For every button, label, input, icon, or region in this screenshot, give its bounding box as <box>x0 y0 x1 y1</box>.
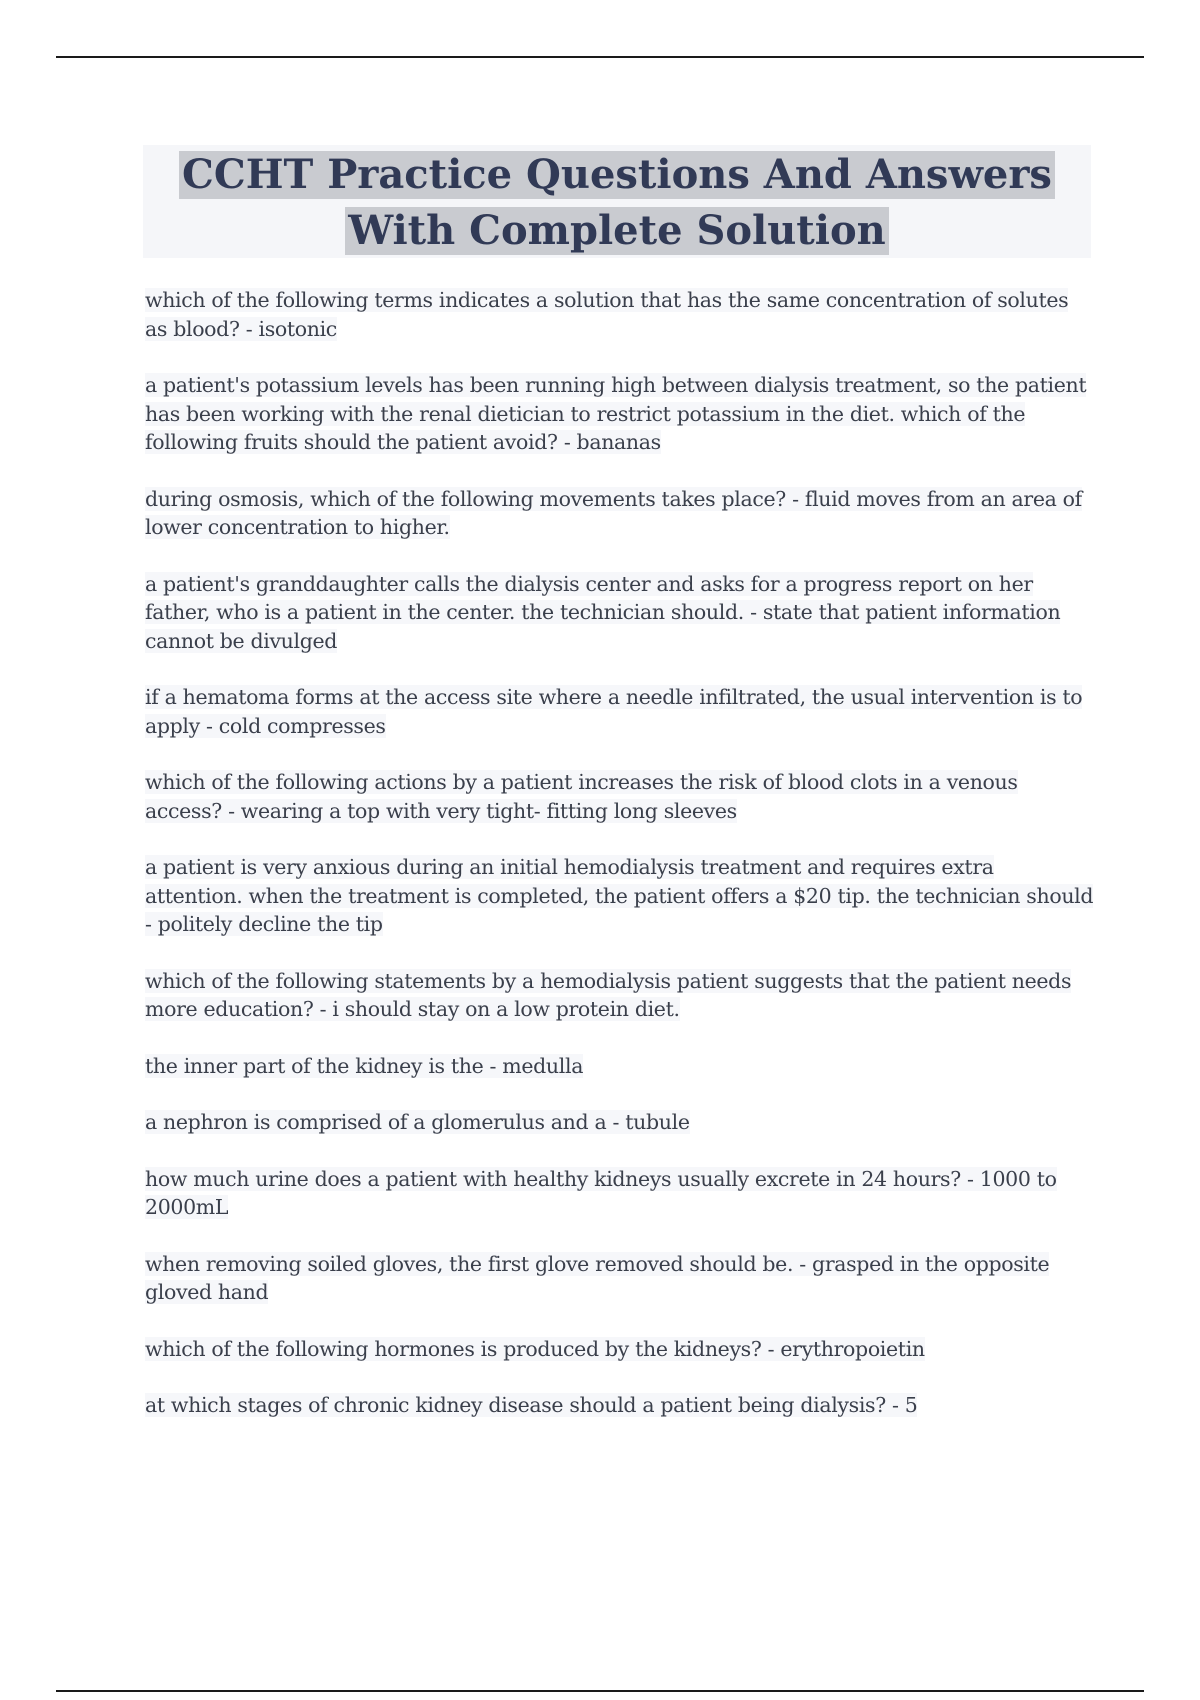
qa-text: which of the following terms indicates a solution that has the same concentration of solutes as blood? - isotonic <box>145 288 1069 341</box>
qa-item <box>145 1335 1095 1364</box>
qa-item <box>145 967 1095 1024</box>
document-title-line-1: CCHT Practice Questions And Answers <box>179 151 1055 199</box>
qa-text: when removing soiled gloves, the first glove removed should be. - grasped in the opposite gloved hand <box>145 1251 1050 1304</box>
qa-item <box>145 1108 1095 1137</box>
qa-text: a patient's potassium levels has been running high between dialysis treatment, so the patient has been working with the renal dietician to restrict potassium in the diet. which of the following fruits should the patient avoid? - bananas <box>145 373 1087 454</box>
document-title-line-2: With Complete Solution <box>345 207 888 255</box>
document-title-block <box>143 145 1091 258</box>
qa-item <box>145 1165 1095 1222</box>
qa-item <box>145 853 1095 939</box>
qa-text: a nephron is comprised of a glomerulus and a - tubule <box>145 1110 690 1134</box>
qa-text: which of the following actions by a patient increases the risk of blood clots in a venous access? - wearing a top with very tight- fitting long sleeves <box>145 770 1018 823</box>
qa-item <box>145 1391 1095 1420</box>
top-rule <box>56 56 1144 58</box>
qa-item <box>145 768 1095 825</box>
qa-text: a patient's granddaughter calls the dialysis center and asks for a progress report on her father, who is a patient in the center. the technician should. - state that patient information cannot be divulged <box>145 571 1061 653</box>
qa-item <box>145 1250 1095 1307</box>
qa-list <box>145 286 1095 1448</box>
qa-text: which of the following hormones is produced by the kidneys? - erythropoietin <box>145 1336 925 1361</box>
qa-item <box>145 371 1095 457</box>
qa-item <box>145 570 1095 656</box>
qa-text: the inner part of the kidney is the - medulla <box>145 1053 584 1078</box>
qa-item <box>145 286 1095 343</box>
qa-text: if a hematoma forms at the access site where a needle infiltrated, the usual intervention is to apply - cold compresses <box>145 685 1083 738</box>
qa-item <box>145 683 1095 740</box>
qa-item <box>145 1052 1095 1081</box>
qa-text: at which stages of chronic kidney disease should a patient being dialysis? - 5 <box>145 1393 918 1417</box>
qa-text: a patient is very anxious during an initial hemodialysis treatment and requires extra attention. when the treatment is completed, the patient offers a $20 tip. the technician should - politely decline the tip <box>145 855 1094 936</box>
qa-item <box>145 485 1095 542</box>
bottom-rule <box>56 1690 1144 1692</box>
qa-text: during osmosis, which of the following movements takes place? - fluid moves from an area of lower concentration to higher. <box>145 486 1082 539</box>
qa-text: how much urine does a patient with healthy kidneys usually excrete in 24 hours? - 1000 to 2000mL <box>145 1166 1057 1219</box>
qa-text: which of the following statements by a hemodialysis patient suggests that the patient needs more education? - i should stay on a low protein diet. <box>145 968 1072 1021</box>
